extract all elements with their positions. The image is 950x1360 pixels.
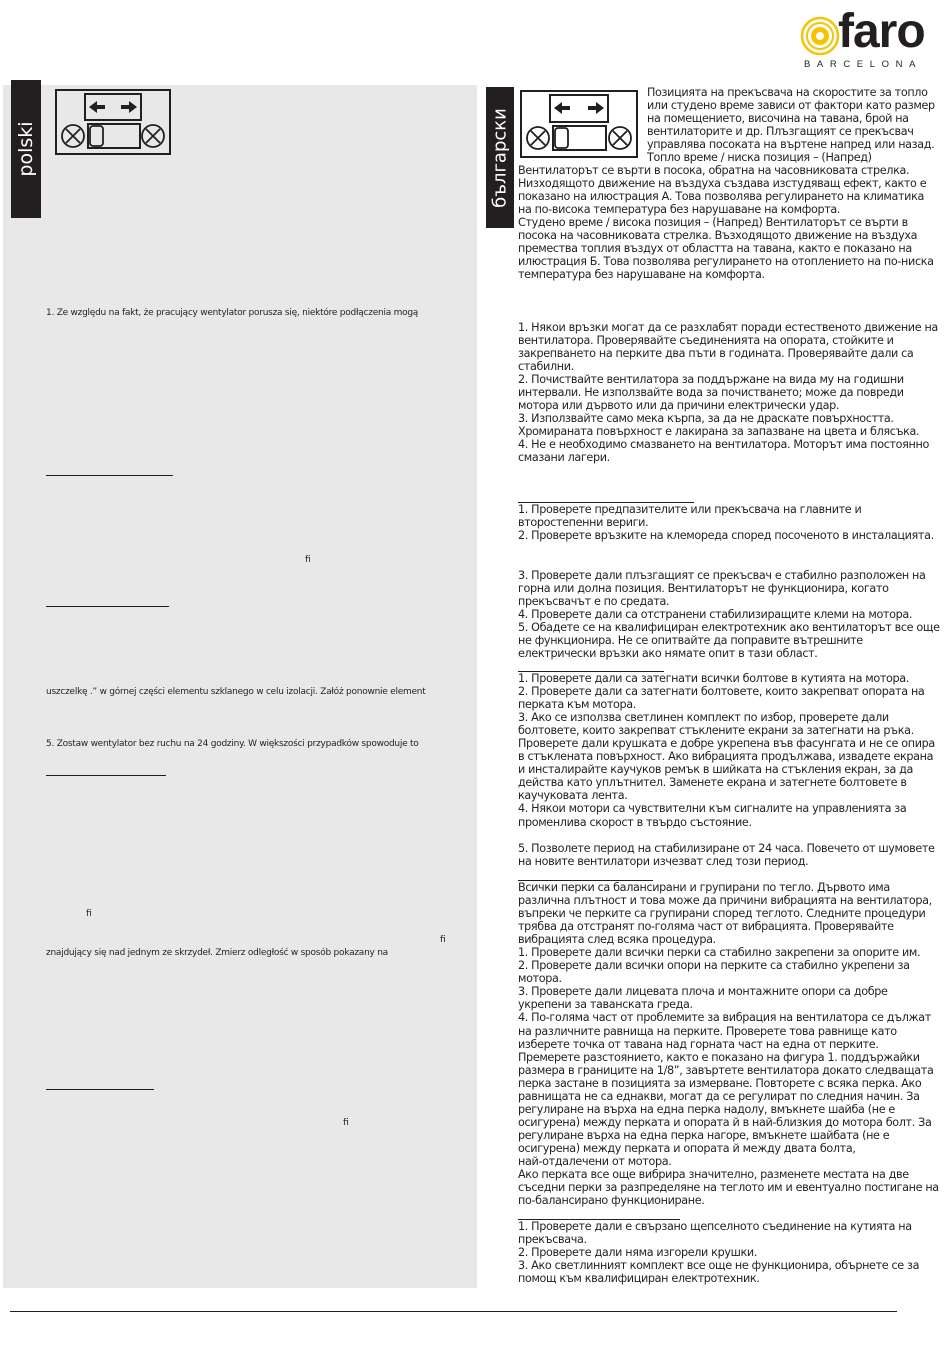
text-line: 3. Проверете дали лицевата плоча и монтажните опори са добре [518, 985, 888, 999]
text-line: Ако перката все още вибрира значително, разменете местата на две [518, 1168, 909, 1182]
text-line: 4. Някои мотори са чувствителни към сигналите на управленията за [518, 802, 907, 816]
footer-divider [10, 1311, 897, 1312]
text-line: на различните равнища на перките. Проверете това равнище като [518, 1024, 897, 1038]
text-line: посока на часовниковата стрелка. Възходящото движение на въздуха [518, 229, 918, 243]
bg-noise [518, 672, 935, 829]
text-line: укрепени за таванската греда. [518, 998, 693, 1012]
text-line: 2. Проверете дали всички опори на перките са стабилно укрепени за [518, 959, 910, 973]
text-line: прекъсвача. [518, 1233, 587, 1247]
pl-wobble-line: znajdujący się nad jednym ze skrzydeł. Zmierz odległość w sposób pokazany na [46, 948, 388, 958]
bg-intro-beside-icon [647, 86, 935, 164]
bulgarian-tab-label: български [489, 107, 511, 208]
text-line: вентилатора. Проверявайте съединенията на опората, стойките и [518, 334, 894, 348]
text-line: вентилаторите и др. Плъзгащият се прекъсвач [647, 125, 914, 139]
bg-intro-below [518, 164, 934, 281]
text-line: по-балансирано функциониране. [518, 1194, 705, 1208]
text-line: 5. Позволете период на стабилизиране от 24 часа. Повечето от шумовете [518, 842, 935, 855]
text-line: 1. Проверете предпазителите или прекъсвача на главните и [518, 503, 862, 516]
text-line: мотора. [518, 972, 562, 986]
text-line: на помещението, височина на тавана, брой на [647, 112, 909, 126]
text-line: перка застане в позицията за измерване. Повторете с всяка перка. Ако [518, 1076, 922, 1090]
pl-maintenance-line: 1. Ze względu na fakt, że pracujący wentylator porusza się, niektóre podłączenia mogą [46, 308, 419, 318]
pl-section-divider [46, 475, 173, 476]
pl-fi-ligature: fi [343, 1118, 349, 1128]
text-line: или студено време зависи от фактори като размер [647, 99, 935, 113]
text-line: показано на илюстрация А. Това позволява регулирането на климатика [518, 190, 925, 204]
logo-subtitle: BARCELONA [804, 59, 923, 70]
logo-brand: faro [838, 5, 925, 58]
faro-logo [800, 5, 940, 70]
text-line: Проверете дали крушката е добре укрепена във фасунгата и не се опира [518, 737, 935, 751]
text-line: горна или долна позиция. Вентилаторът не функционира, когато [518, 582, 889, 596]
arrow-left-icon [89, 101, 105, 113]
text-line: мотора или дървото или да причини електрически удар. [518, 399, 840, 413]
text-line: Позицията на прекъсвача на скоростите за топло [647, 86, 928, 99]
pl-section-divider [46, 775, 166, 776]
text-line: прекъсвачът е по средата. [518, 595, 670, 609]
text-line: вибрацията след всяка процедура. [518, 933, 716, 947]
text-line: 2. Почиствайте вентилатора за поддържане на вида му на годишни [518, 373, 904, 387]
polish-tab-label: polski [15, 121, 37, 177]
text-line: смазани лагери. [518, 451, 610, 465]
text-line: съседни перки за разпределяне на теглото им и евентуално постигане на [518, 1181, 939, 1195]
text-line: каучуковата лента. [518, 789, 628, 803]
reverse-switch-diagram-pl [55, 89, 171, 156]
text-line: 3. Ако се използва светлинен комплект по избор, проверете дали [518, 711, 889, 725]
pl-fi-ligature: fi [305, 555, 311, 565]
text-line: най-отдалечени от мотора. [518, 1154, 672, 1168]
bg-fan-not-start-b [518, 569, 940, 660]
reverse-switch-diagram-bg [520, 90, 638, 158]
pl-noise-line: uszczelkę .” w górnej części elementu szklanego w celu izolacji. Załóż ponownie element [46, 687, 426, 697]
text-line: 4. Не е необходимо смазването на вентилатора. Моторът има постоянно [518, 438, 929, 452]
text-line: въпреки че перките са групирани според теглото. Следните процедури [518, 907, 926, 921]
pl-noise-line-5: 5. Zostaw wentylator bez ruchu na 24 godziny. W większości przypadków spowoduje to [46, 739, 419, 749]
faro-sun-icon [800, 16, 840, 56]
text-line: осигурена) между перката и опората й в най-близкия до мотора болт. За [518, 1115, 932, 1129]
text-line: размера в границите на 1/8”, завъртете вентилатора докато следващата [518, 1063, 934, 1077]
text-line: Топло време / ниска позиция – (Напред) [647, 151, 872, 165]
text-line: помощ към квалифициран електротехник. [518, 1272, 760, 1286]
text-line: Премерете разстоянието, както е показано на фигура 1. поддържайки [518, 1050, 920, 1064]
text-line: 3. Проверете дали плъзгащият се прекъсвач е стабилно разположен на [518, 569, 926, 582]
text-line: 1. Проверете дали всички перки са стабилно закрепени за опорите им. [518, 946, 921, 960]
text-line: температура без нарушаване на комфорта. [518, 268, 765, 282]
text-line: различна плътност и това може да причини вибрацията на вентилатора, [518, 894, 932, 908]
bg-fan-not-start-a [518, 503, 934, 542]
text-line: трябва да отстранят по-голяма част от вибрацията. Проверявайте [518, 920, 894, 934]
text-line: 3. Ако светлинният комплект все още не функционира, обърнете се за [518, 1259, 920, 1273]
text-line: 5. Обадете се на квалифициран електротехник ако вентилаторът все още [518, 621, 940, 635]
text-line: и инсталирайте каучуков ремък в шийката на стъкления екран, за да [518, 763, 914, 777]
text-line: действа като уплътнител. Заменете екрана и затегнете болтовете в [518, 776, 907, 790]
bg-light-kit [518, 1220, 919, 1285]
bg-noise-5 [518, 842, 935, 868]
text-line: регулиране върха на една перка нагоре, вмъкнете шайбата (не е [518, 1128, 890, 1142]
text-line: осигурена) между перката и опората й между двата болта, [518, 1141, 856, 1155]
text-line: променлива скорост в твърдо състояние. [518, 815, 752, 829]
polish-language-tab [11, 80, 41, 218]
text-line: премества топлия въздух от областта на тавана, както е показано на [518, 242, 912, 256]
pl-fi-ligature: fi [440, 935, 446, 945]
text-line: 4. Проверете дали са отстранени стабилизиращите клеми на мотора. [518, 608, 913, 622]
arrow-right-icon [588, 102, 604, 114]
text-line: 2. Проверете връзките на клемореда според посоченото в инсталацията. [518, 529, 934, 543]
arrow-right-icon [121, 101, 137, 113]
text-line: Студено време / висока позиция – (Напред) Вентилаторът се върти в [518, 216, 908, 230]
text-line: болтовете, които закрепват стъклените екрани за затегнати на ръка. [518, 724, 914, 738]
text-line: 2. Проверете дали са затегнати болтовете, които закрепват опората на [518, 685, 925, 699]
bulgarian-language-tab [486, 87, 514, 228]
text-line: в стъклената повърхност. Ако вибрацията продължава, извадете екрана [518, 750, 934, 764]
text-line: 2. Проверете дали няма изгорели крушки. [518, 1246, 758, 1260]
text-line: Всички перки са балансирани и групирани по тегло. Дървото има [518, 881, 890, 894]
pl-fi-ligature: fi [86, 909, 92, 919]
text-line: равнищата не са еднакви, могат да се регулират по следния начин. За [518, 1089, 920, 1103]
text-line: интервали. Не използвайте вода за почистването; може да повреди [518, 386, 904, 400]
bg-maintenance [518, 321, 938, 465]
text-line: перката към мотора. [518, 698, 637, 712]
text-line: 3. Използвайте само мека кърпа, за да не драскате повърхността. [518, 412, 894, 426]
pl-section-divider [46, 606, 169, 607]
pl-section-divider [46, 1089, 154, 1090]
arrow-left-icon [554, 102, 570, 114]
text-line: не функционира. Не се опитвайте да поправите вътрешните [518, 634, 863, 648]
text-line: 1. Някои връзки могат да се разхлабят поради естественото движение на [518, 321, 938, 334]
text-line: на новите вентилатори изчезват след този период. [518, 855, 809, 869]
text-line: Вентилаторът се върти в посока, обратна на часовниковата стрелка. [518, 164, 910, 177]
text-line: на по-висока температура без нарушаване на комфорта. [518, 203, 841, 217]
text-line: Низходящото движение на въздуха създава изстудяващ ефект, както е [518, 177, 927, 191]
text-line: 1. Проверете дали е свързано щепселното съединение на кутията на [518, 1220, 912, 1233]
text-line: регулиране на върха на една перка надолу, вмъкнете шайба (не е [518, 1102, 895, 1116]
text-line: илюстрация Б. Това позволява регулирането на отоплението на по-ниска [518, 255, 934, 269]
text-line: закрепването на перките два пъти в годината. Проверявайте дали са [518, 347, 914, 361]
text-line: 1. Проверете дали са затегнати всички болтове в кутията на мотора. [518, 672, 909, 685]
bg-wobble [518, 881, 939, 1207]
text-line: електрически връзки ако нямате опит в тази област. [518, 647, 818, 661]
text-line: второстепенни вериги. [518, 516, 649, 530]
text-line: стабилни. [518, 360, 574, 374]
text-line: 4. По-голяма част от проблемите за вибрация на вентилатора се дължат [518, 1011, 931, 1025]
text-line: Хромираната повърхност е лакирана за запазване на цвета и блясъка. [518, 425, 920, 439]
text-line: управлява посоката на въртене напред или назад. [647, 138, 935, 152]
text-line: изберете точка от тавана над горната част на една от перките. [518, 1037, 879, 1051]
